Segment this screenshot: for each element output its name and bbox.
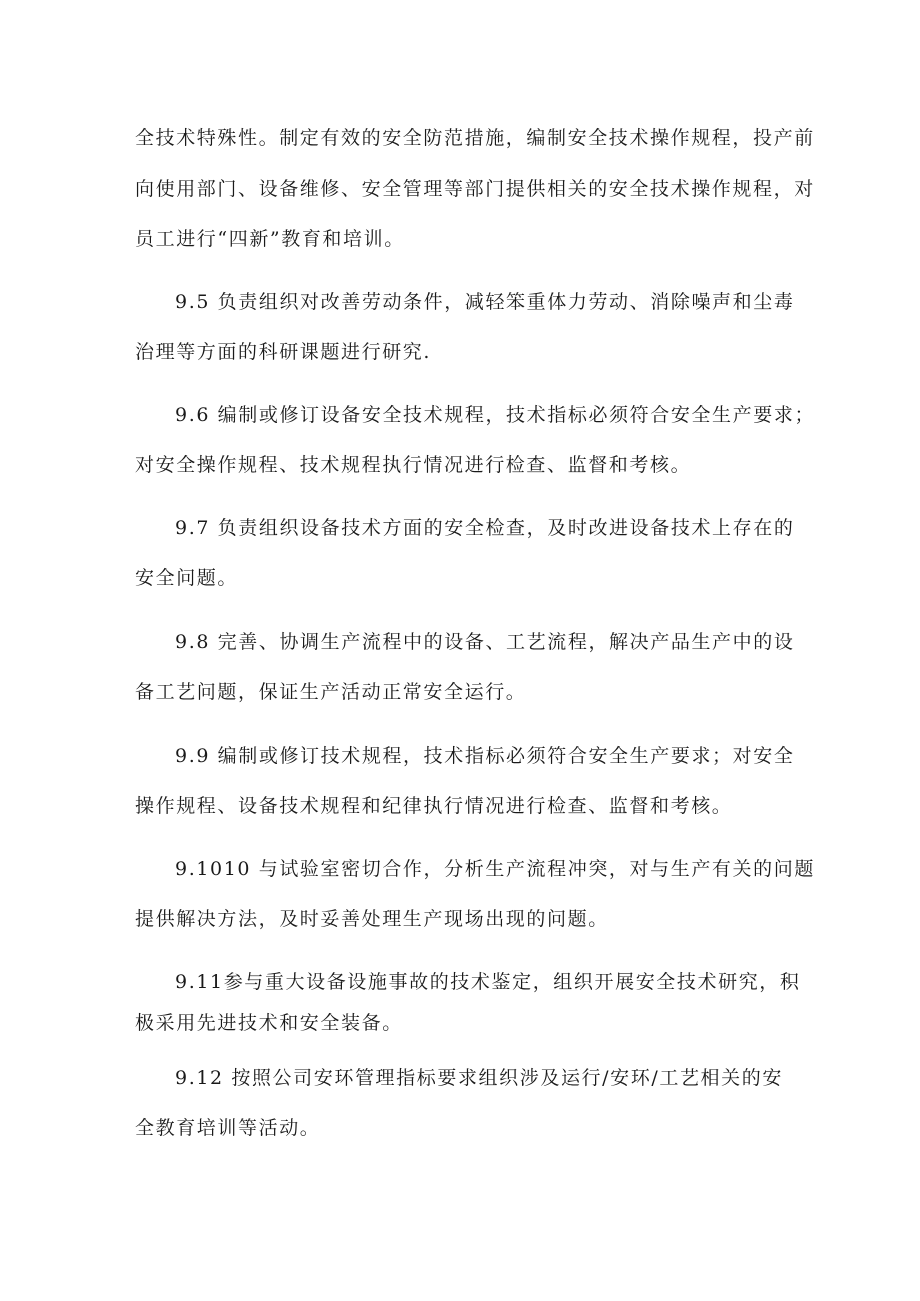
clause-9-7-line-2: 安全问题。: [135, 567, 239, 589]
paragraph-line: 员工进行“四新”教育和培训。: [135, 228, 405, 250]
clause-9-10-line-1: 9.1010 与试验室密切合作，分析生产流程冲突，对与生产有关的问题: [175, 858, 815, 880]
clause-9-5-line-2: 治理等方面的科研课题进行研究.: [135, 341, 432, 363]
clause-9-9-line-1: 9.9 编制或修订技术规程，技术指标必须符合安全生产要求；对安全: [175, 745, 795, 767]
clause-9-12-line-1: 9.12 按照公司安环管理指标要求组织涉及运行/安环/工艺相关的安: [175, 1067, 783, 1089]
clause-9-10-line-2: 提供解决方法，及时妥善处理生产现场出现的问题。: [135, 908, 609, 930]
clause-9-6-line-2: 对安全操作规程、技术规程执行情况进行检查、监督和考核。: [135, 454, 692, 476]
clause-9-5-line-1: 9.5 负责组织对改善劳动条件，减轻笨重体力劳动、消除噪声和尘毒: [175, 291, 795, 313]
clause-9-12-line-2: 全教育培训等活动。: [135, 1117, 321, 1139]
clause-9-11-line-1: 9.11参与重大设备设施事故的技术鉴定，组织开展安全技术研究，积: [175, 971, 801, 993]
clause-9-9-line-2: 操作规程、设备技术规程和纪律执行情况进行检查、监督和考核。: [135, 795, 733, 817]
clause-9-8-line-2: 备工艺问题，保证生产活动正常安全运行。: [135, 681, 527, 703]
clause-9-6-line-1: 9.6 编制或修订设备安全技术规程，技术指标必须符合安全生产要求；: [175, 404, 816, 426]
paragraph-line: 全技术特殊性。制定有效的安全防范措施，编制安全技术操作规程，投产前: [135, 127, 815, 149]
clause-9-7-line-1: 9.7 负责组织设备技术方面的安全检查，及时改进设备技术上存在的: [175, 517, 795, 539]
clause-9-8-line-1: 9.8 完善、协调生产流程中的设备、工艺流程，解决产品生产中的设: [175, 631, 795, 653]
paragraph-line: 向使用部门、设备维修、安全管理等部门提供相关的安全技术操作规程，对: [135, 178, 815, 200]
clause-9-11-line-2: 极采用先进技术和安全装备。: [135, 1012, 403, 1034]
